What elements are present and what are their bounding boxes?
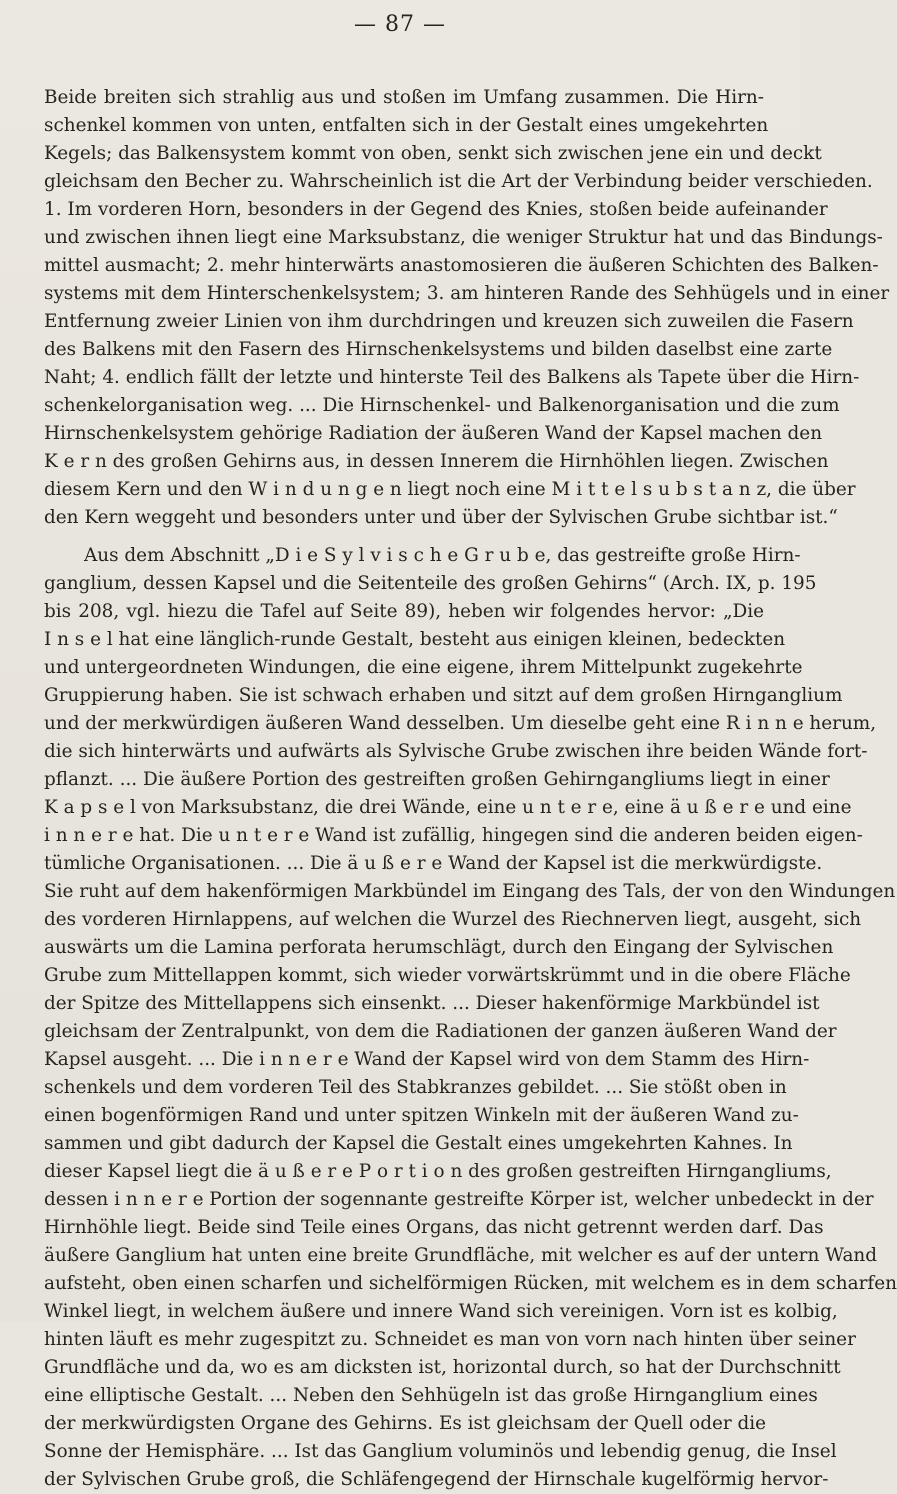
text-line: dessen i n n e r e Portion der sogennante gestreifte Körper ist, welcher unbedeckt in der <box>44 1189 874 1210</box>
page-number: — 87 — <box>354 12 446 37</box>
text-line: Sie ruht auf dem hakenförmigen Markbündel im Eingang des Tals, der von den Windungen <box>44 881 896 902</box>
text-line: äußere Ganglium hat unten eine breite Grundfläche, mit welcher es auf der untern Wand <box>44 1245 878 1266</box>
text-line: die sich hinterwärts und aufwärts als Sylvische Grube zwischen ihre beiden Wände fort- <box>44 741 868 762</box>
text-line: 1. Im vorderen Horn, besonders in der Gegend des Knies, stoßen beide aufeinander <box>44 199 828 220</box>
text-line: auswärts um die Lamina perforata herumschlägt, durch den Eingang der Sylvischen <box>44 937 834 958</box>
text-line: pflanzt. ... Die äußere Portion des gestreiften großen Gehirngangliums liegt in einer <box>44 769 830 790</box>
text-line: Kegels; das Balkensystem kommt von oben, senkt sich zwischen jene ein und deckt <box>44 143 822 164</box>
paragraph-2 <box>44 542 897 1494</box>
text-line: der merkwürdigsten Organe des Gehirns. Es ist gleichsam der Quell oder die <box>44 1413 767 1434</box>
text-line: diesem Kern und den W i n d u n g e n liegt noch eine M i t t e l s u b s t a n z, die über <box>44 479 856 500</box>
text-line: Winkel liegt, in welchem äußere und innere Wand sich vereinigen. Vorn ist es kolbig, <box>44 1301 838 1322</box>
text-line: und der merkwürdigen äußeren Wand desselben. Um dieselbe geht eine R i n n e herum, <box>44 713 877 734</box>
text-line: Kapsel ausgeht. ... Die i n n e r e Wand der Kapsel wird von dem Stamm des Hirn- <box>44 1049 810 1070</box>
text-line: schenkel kommen von unten, entfalten sich in der Gestalt eines umgekehrten <box>44 115 769 136</box>
text-line: gleichsam der Zentralpunkt, von dem die Radiationen der ganzen äußeren Wand der <box>44 1021 837 1042</box>
text-line: Hirnhöhle liegt. Beide sind Teile eines Organs, das nicht getrennt werden darf. Das <box>44 1217 824 1238</box>
text-line: systems mit dem Hinterschenkelsystem; 3. am hinteren Rande des Sehhügels und in einer <box>44 283 890 304</box>
text-line: Grube zum Mittellappen kommt, sich wieder vorwärtskrümmt und in die obere Fläche <box>44 965 851 986</box>
body-text <box>44 84 897 1494</box>
text-line: Gruppierung haben. Sie ist schwach erhaben und sitzt auf dem großen Hirnganglium <box>44 685 843 706</box>
text-line: Sonne der Hemisphäre. ... Ist das Ganglium voluminös und lebendig genug, die Insel <box>44 1441 837 1462</box>
text-line: I n s e l hat eine länglich-runde Gestalt, besteht aus einigen kleinen, bedeckten <box>44 629 786 650</box>
text-line: gleichsam den Becher zu. Wahrscheinlich ist die Art der Verbindung beider verschieden. <box>44 171 873 192</box>
text-line: Aus dem Abschnitt „D i e S y l v i s c h e G r u b e, das gestreifte große Hirn- <box>84 545 801 566</box>
text-line: der Spitze des Mittellappens sich einsenkt. ... Dieser hakenförmige Markbündel ist <box>44 993 820 1014</box>
paragraph-gap <box>44 532 764 542</box>
text-line: tümliche Organisationen. ... Die ä u ß e r e Wand der Kapsel ist die merkwürdigste. <box>44 853 823 874</box>
text-line: Naht; 4. endlich fällt der letzte und hinterste Teil des Balkens als Tapete über die Hirn- <box>44 367 860 388</box>
text-line: K e r n des großen Gehirns aus, in dessen Innerem die Hirnhöhlen liegen. Zwischen <box>44 451 829 472</box>
text-line: bis 208, vgl. hiezu die Tafel auf Seite 89), heben wir folgendes hervor: „Die <box>44 601 764 622</box>
text-line: ganglium, dessen Kapsel und die Seitenteile des großen Gehirns“ (Arch. IX, p. 195 <box>44 573 817 594</box>
text-line: und zwischen ihnen liegt eine Marksubstanz, die weniger Struktur hat und das Bindungs- <box>44 227 883 248</box>
text-line: mittel ausmacht; 2. mehr hinterwärts anastomosieren die äußeren Schichten des Balken- <box>44 255 879 276</box>
text-line: Beide breiten sich strahlig aus und stoßen im Umfang zusammen. Die Hirn- <box>44 87 764 108</box>
text-line: einen bogenförmigen Rand und unter spitzen Winkeln mit der äußeren Wand zu- <box>44 1105 799 1126</box>
text-line: i n n e r e hat. Die u n t e r e Wand ist zufällig, hingegen sind die anderen beiden eigen- <box>44 825 863 846</box>
text-line: Entfernung zweier Linien von ihm durchdringen und kreuzen sich zuweilen die Fasern <box>44 311 854 332</box>
text-line: hinten läuft es mehr zugespitzt zu. Schneidet es man von vorn nach hinten über seiner <box>44 1329 856 1350</box>
text-line: den Kern weggeht und besonders unter und über der Sylvischen Grube sichtbar ist.“ <box>44 507 838 528</box>
text-line: eine elliptische Gestalt. ... Neben den Sehhügeln ist das große Hirnganglium eines <box>44 1385 818 1406</box>
text-line: Hirnschenkelsystem gehörige Radiation der äußeren Wand der Kapsel machen den <box>44 423 823 444</box>
text-line: K a p s e l von Marksubstanz, die drei Wände, eine u n t e r e, eine ä u ß e r e und eine <box>44 797 852 818</box>
text-line: der Sylvischen Grube groß, die Schläfengegend der Hirnschale kugelförmig hervor- <box>44 1469 829 1490</box>
text-line: dieser Kapsel liegt die ä u ß e r e P o r t i o n des großen gestreiften Hirngangliums, <box>44 1161 832 1182</box>
paragraph-1 <box>44 84 890 532</box>
text-line: des vorderen Hirnlappens, auf welchen die Wurzel des Riechnerven liegt, ausgeht, sich <box>44 909 862 930</box>
text-line: schenkelorganisation weg. ... Die Hirnschenkel- und Balkenorganisation und die zum <box>44 395 840 416</box>
text-line: aufsteht, oben einen scharfen und sichelförmigen Rücken, mit welchem es in dem scharfen <box>44 1273 897 1294</box>
text-line: Grundfläche und da, wo es am dicksten ist, horizontal durch, so hat der Durchschnitt <box>44 1357 841 1378</box>
text-line: und untergeordneten Windungen, die eine eigene, ihrem Mittelpunkt zugekehrte <box>44 657 803 678</box>
text-line: sammen und gibt dadurch der Kapsel die Gestalt eines umgekehrten Kahnes. In <box>44 1133 793 1154</box>
text-line: schenkels und dem vorderen Teil des Stabkranzes gebildet. ... Sie stößt oben in <box>44 1077 787 1098</box>
text-line: des Balkens mit den Fasern des Hirnschenkelsystems und bilden daselbst eine zarte <box>44 339 833 360</box>
